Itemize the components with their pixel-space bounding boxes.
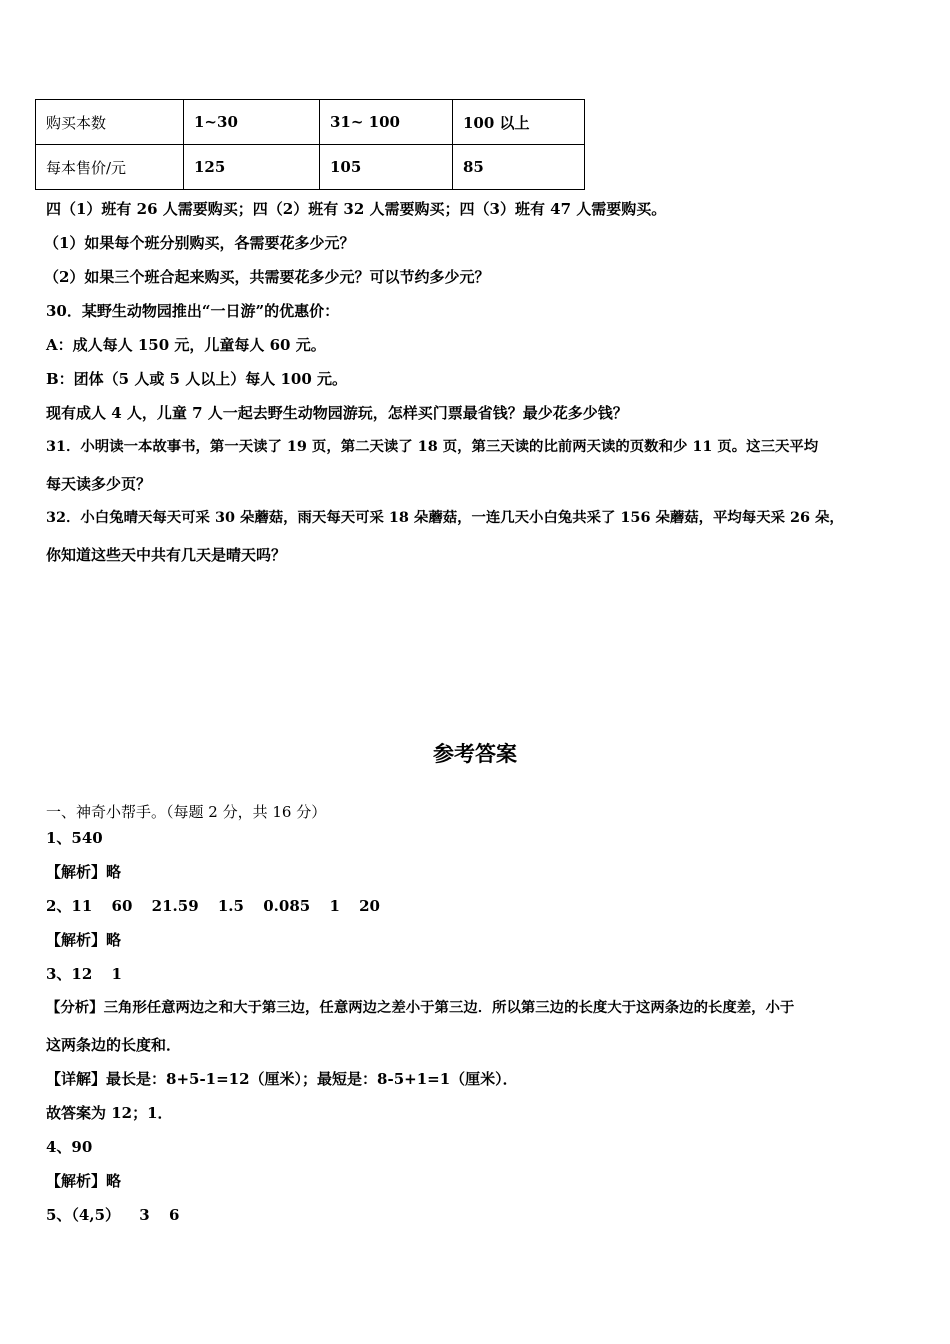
answer-2-note: 【解析】略 xyxy=(46,931,122,949)
q30-question: 现有成人 4 人，儿童 7 人一起去野生动物园游玩，怎样买门票最省钱？最少花多少钱？ xyxy=(46,404,628,422)
answer-4: 4、90 xyxy=(46,1138,93,1156)
q29-sub1: （1）如果每个班分别购买，各需要花多少元？ xyxy=(44,234,355,252)
answer-3-analysis-line2: 这两条边的长度和． xyxy=(46,1036,182,1054)
answer-3-part: 1 xyxy=(111,965,122,983)
table-cell: 31~ 100 xyxy=(320,100,453,145)
answer-5-part: 5、（4,5） xyxy=(46,1206,121,1224)
answer-2-part: 60 xyxy=(111,897,133,915)
table-cell: 85 xyxy=(453,145,585,190)
answers-section-heading: 一、神奇小帮手。（每题 2 分，共 16 分） xyxy=(46,803,327,821)
q29-sub2: （2）如果三个班合起来购买，共需要花多少元？可以节约多少元？ xyxy=(44,268,490,286)
answer-2-part: 20 xyxy=(359,897,380,915)
q31-line1: 31．小明读一本故事书，第一天读了 19 页，第二天读了 18 页，第三天读的比前两天读的页数和少 11 页。这三天平均 xyxy=(46,438,819,455)
table-row xyxy=(36,145,585,190)
table-cell: 100 以上 xyxy=(453,100,585,145)
q29-info: 四（1）班有 26 人需要购买；四（2）班有 32 人需要购买；四（3）班有 47 人需要购买。 xyxy=(46,200,667,218)
q30-option-a: A：成人每人 150 元，儿童每人 60 元。 xyxy=(46,336,326,354)
q30-option-b: B：团体（5 人或 5 人以上）每人 100 元。 xyxy=(46,370,347,388)
answer-2-part: 0.085 xyxy=(263,897,311,915)
answer-3-part: 3、12 xyxy=(46,965,93,983)
answer-2-part: 1 xyxy=(329,897,340,915)
answer-3-detail: 【详解】最长是：8+5-1=12（厘米）；最短是：8-5+1=1（厘米）． xyxy=(46,1070,518,1088)
answer-1-note: 【解析】略 xyxy=(46,863,122,881)
table-cell: 105 xyxy=(320,145,453,190)
answers-title: 参考答案 xyxy=(433,742,517,766)
table-cell: 购买本数 xyxy=(36,100,184,145)
answer-5 xyxy=(46,1205,179,1225)
answer-2 xyxy=(46,896,380,916)
answer-3 xyxy=(46,964,122,984)
answer-5-part: 6 xyxy=(168,1206,180,1224)
table-cell: 1~30 xyxy=(184,100,320,145)
answer-3-analysis-line1: 【分析】三角形任意两边之和大于第三边，任意两边之差小于第三边．所以第三边的长度大于这两条边的长度差，小于 xyxy=(46,999,795,1016)
q32-line1: 32．小白兔晴天每天可采 30 朵蘑菇，雨天每天可采 18 朵蘑菇，一连几天小白兔共采了 156 朵蘑菇，平均每天采 26 朵， xyxy=(46,509,844,526)
answer-5-part: 3 xyxy=(139,1206,150,1224)
price-table xyxy=(35,99,585,190)
answer-4-note: 【解析】略 xyxy=(46,1172,122,1190)
table-row xyxy=(36,100,585,145)
table-cell: 125 xyxy=(184,145,320,190)
q30-intro: 30．某野生动物园推出“一日游”的优惠价： xyxy=(46,302,340,320)
q31-line2: 每天读多少页？ xyxy=(46,475,152,493)
q32-line2: 你知道这些天中共有几天是晴天吗？ xyxy=(46,546,287,564)
answer-2-part: 21.59 xyxy=(151,897,199,915)
table-cell: 每本售价/元 xyxy=(36,145,184,190)
answer-3-conclusion: 故答案为 12；1． xyxy=(46,1104,173,1122)
answer-2-part: 2、11 xyxy=(46,897,93,915)
answer-2-part: 1.5 xyxy=(217,897,244,915)
answer-1: 1、540 xyxy=(46,829,103,847)
